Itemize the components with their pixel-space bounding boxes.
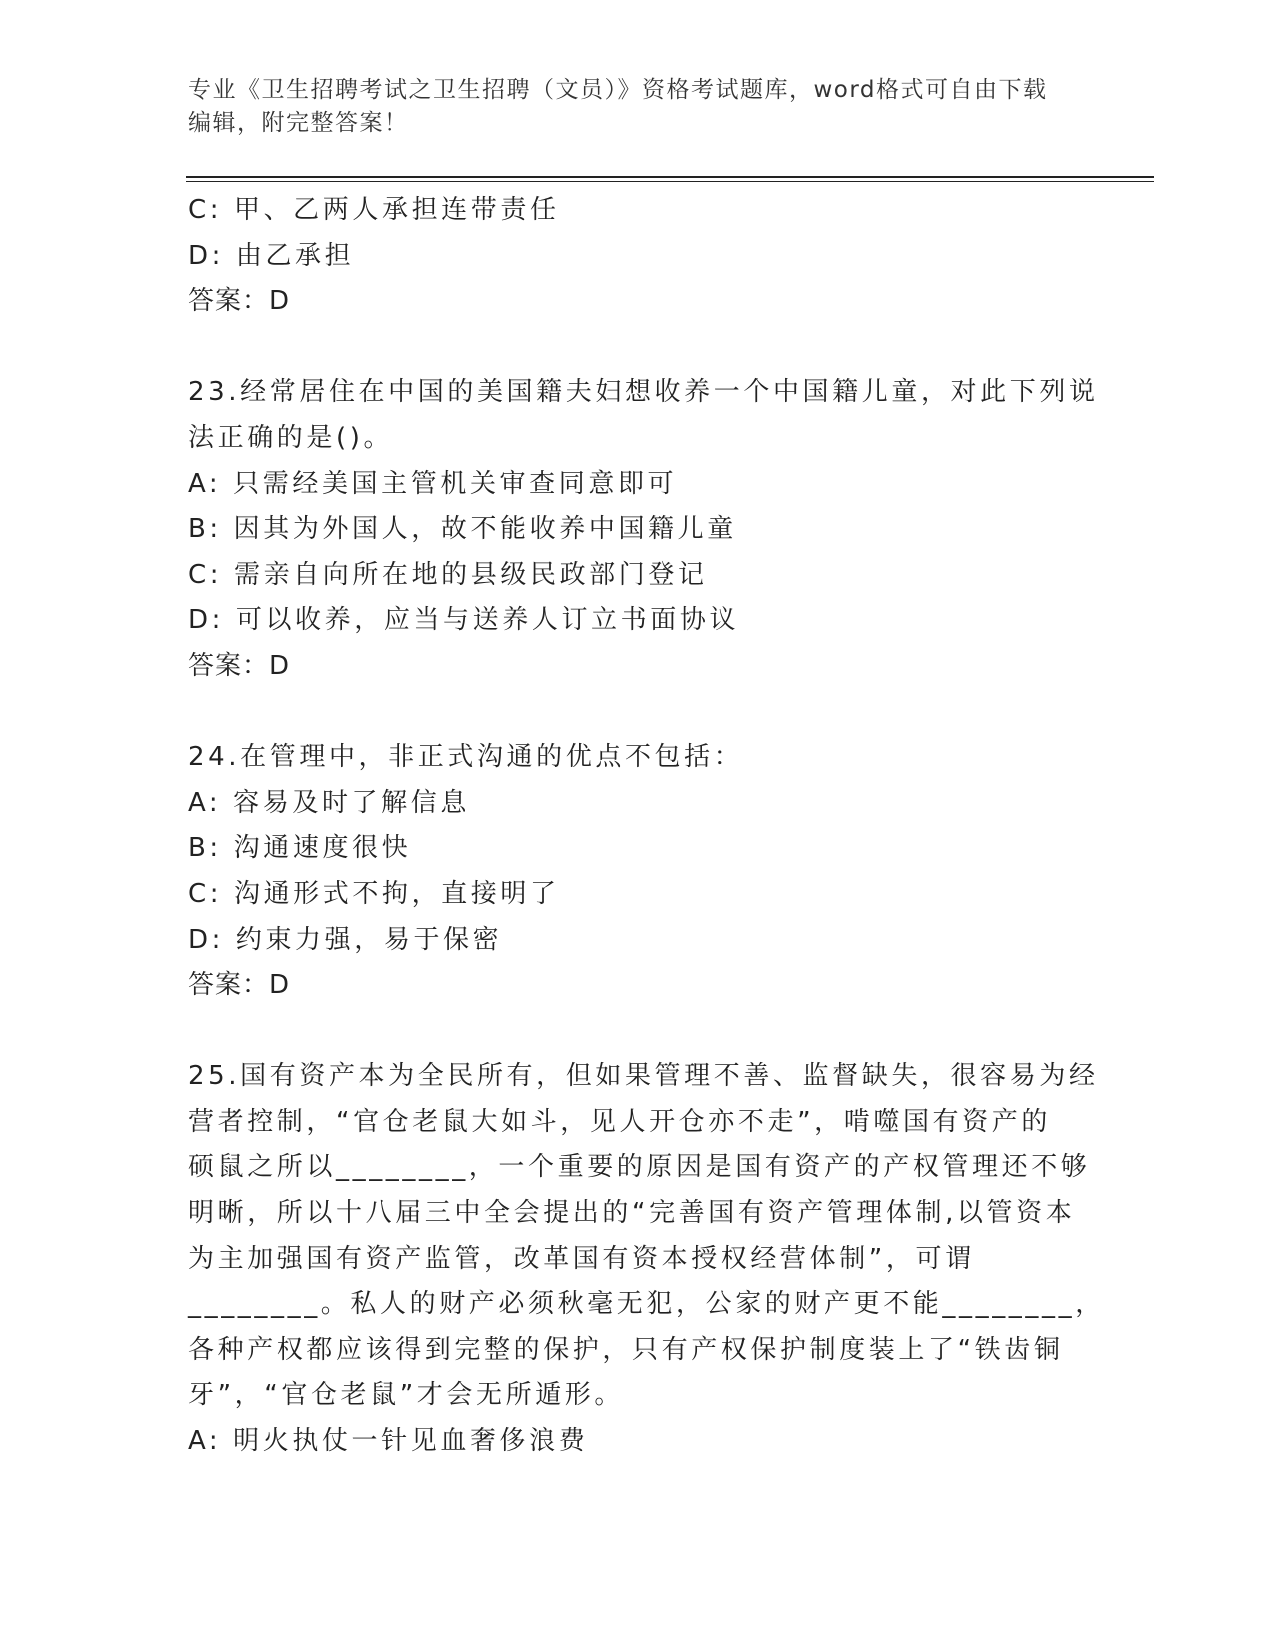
document-body [188,188,1105,1465]
answer-line: 答案：D [188,650,291,681]
question-text-line: 25.国有资产本为全民所有，但如果管理不善、监督缺失，很容易为经 [188,1061,1099,1092]
question-text-line: 法正确的是()。 [188,422,394,453]
question-24 [188,735,1088,1009]
option-a: A: 容易及时了解信息 [188,787,470,818]
option-d: D: 由乙承担 [188,240,355,271]
option-a: A: 明火执仗一针见血奢侈浪费 [188,1426,589,1457]
option-c: C: 甲、乙两人承担连带责任 [188,195,560,225]
question-text-line: 为主加强国有资产监管，改革国有资本授权经营体制”，可谓 [188,1243,975,1274]
question-23 [188,370,1099,689]
option-d: D: 可以收养，应当与送养人订立书面协议 [188,605,740,636]
document-header [188,74,1068,140]
question-text-line: 牙”，“官仓老鼠”才会无所遁形。 [188,1380,625,1411]
header-line-1: 专业《卫生招聘考试之卫生招聘（文员）》资格考试题库，word格式可自由下载 [188,77,1048,103]
header-rule-thick [186,176,1154,178]
spacer [188,325,1088,371]
question-text-line: 营者控制，“官仓老鼠大如斗，见人开仓亦不走”，啃噬国有资产的 [188,1106,1051,1137]
option-d: D: 约束力强，易于保密 [188,924,503,955]
spacer [188,690,1088,736]
option-b: B: 沟通速度很快 [188,833,412,864]
question-25 [188,1054,1105,1464]
question-text-line: 明晰，所以十八届三中全会提出的“完善国有资产管理体制,以管资本 [188,1198,1076,1229]
answer-line: 答案：D [188,286,291,317]
answer-line: 答案：D [188,970,291,1001]
question-text-line: 硕鼠之所以________，一个重要的原因是国有资产的产权管理还不够 [188,1152,1091,1183]
question-text-line: 各种产权都应该得到完整的保护，只有产权保护制度装上了“铁齿铜 [188,1334,1064,1365]
option-b: B: 因其为外国人，故不能收养中国籍儿童 [188,514,737,545]
option-a: A: 只需经美国主管机关审查同意即可 [188,468,678,499]
spacer [188,1009,1088,1055]
question-22-continued [188,188,1088,325]
header-rule-thin [186,181,1154,182]
question-text-line: ________。私人的财产必须秋毫无犯，公家的财产更不能________， [188,1289,1105,1320]
question-text-line: 24.在管理中，非正式沟通的优点不包括： [188,742,744,773]
option-c: C: 需亲自向所在地的县级民政部门登记 [188,559,708,590]
question-text-line: 23.经常居住在中国的美国籍夫妇想收养一个中国籍儿童，对此下列说 [188,377,1099,408]
option-c: C: 沟通形式不拘，直接明了 [188,878,560,909]
header-line-2: 编辑，附完整答案！ [188,110,409,136]
